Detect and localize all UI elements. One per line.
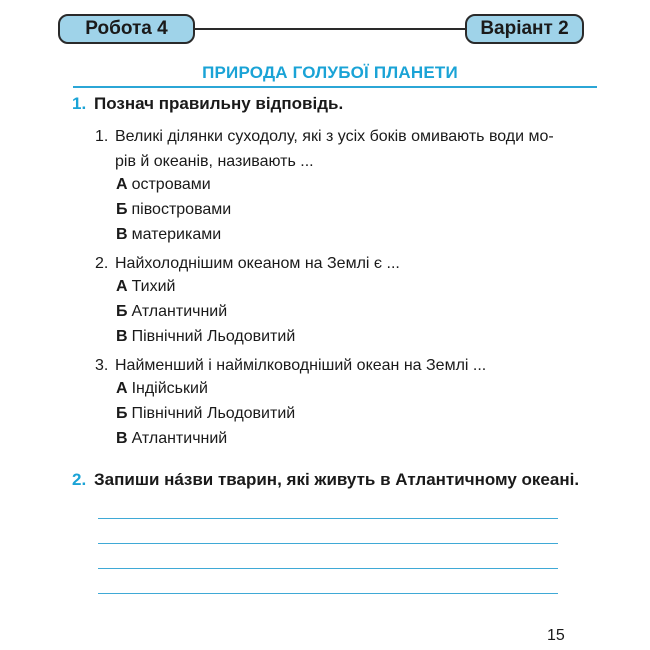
answer-option[interactable] (116, 328, 295, 346)
question-2 (95, 252, 400, 276)
option-text: Тихий (131, 278, 176, 295)
answer-option[interactable] (116, 201, 231, 219)
option-text: Атлантичний (131, 303, 228, 320)
answer-option[interactable] (116, 405, 295, 423)
option-letter: А (116, 176, 128, 193)
answer-writing-line[interactable] (98, 543, 558, 544)
option-letter: В (116, 430, 128, 447)
option-text: півостровами (131, 201, 232, 218)
answer-option[interactable] (116, 226, 221, 244)
question-1 (95, 125, 554, 149)
question-number: 3. (95, 357, 109, 374)
option-letter: Б (116, 303, 128, 320)
task-1-title (72, 94, 343, 114)
task-1-text: Познач правильну відповідь. (94, 94, 344, 113)
question-1-continuation: рів й океанів, називають ... (115, 153, 314, 170)
question-3 (95, 354, 486, 378)
option-text: Індійський (131, 380, 208, 397)
question-text: Найменший і наймілководніший океан на Землі ... (115, 357, 487, 374)
option-text: материками (131, 226, 222, 243)
question-text: Найхолоднішим океаном на Землі є ... (115, 255, 400, 272)
answer-option[interactable] (116, 303, 227, 321)
task-2-text: Запиши нáзви тварин, які живуть в Атлантичному океані. (94, 470, 580, 489)
option-text: Атлантичний (131, 430, 228, 447)
task-2-number: 2. (72, 470, 87, 489)
option-text: островами (131, 176, 211, 193)
option-letter: Б (116, 201, 128, 218)
question-number: 2. (95, 255, 109, 272)
page-number: 15 (547, 627, 565, 644)
question-text: Великі ділянки суходолу, які з усіх боків омивають води мо- (115, 128, 554, 145)
option-letter: В (116, 328, 128, 345)
option-letter: А (116, 380, 128, 397)
answer-option[interactable] (116, 380, 208, 398)
work-number-badge: Робота 4 (58, 14, 195, 44)
answer-option[interactable] (116, 176, 211, 194)
option-letter: В (116, 226, 128, 243)
topic-divider (73, 86, 597, 88)
question-number: 1. (95, 128, 109, 145)
option-text: Північний Льодовитий (131, 405, 296, 422)
answer-option[interactable] (116, 430, 227, 448)
header-divider (195, 28, 465, 30)
task-1-number: 1. (72, 94, 87, 113)
answer-writing-line[interactable] (98, 568, 558, 569)
answer-option[interactable] (116, 278, 175, 296)
answer-writing-line[interactable] (98, 518, 558, 519)
variant-badge: Варіант 2 (465, 14, 584, 44)
topic-title: ПРИРОДА ГОЛУБОЇ ПЛАНЕТИ (202, 63, 458, 82)
task-2-title (72, 470, 579, 490)
option-letter: А (116, 278, 128, 295)
answer-writing-line[interactable] (98, 593, 558, 594)
option-letter: Б (116, 405, 128, 422)
option-text: Північний Льодовитий (131, 328, 296, 345)
